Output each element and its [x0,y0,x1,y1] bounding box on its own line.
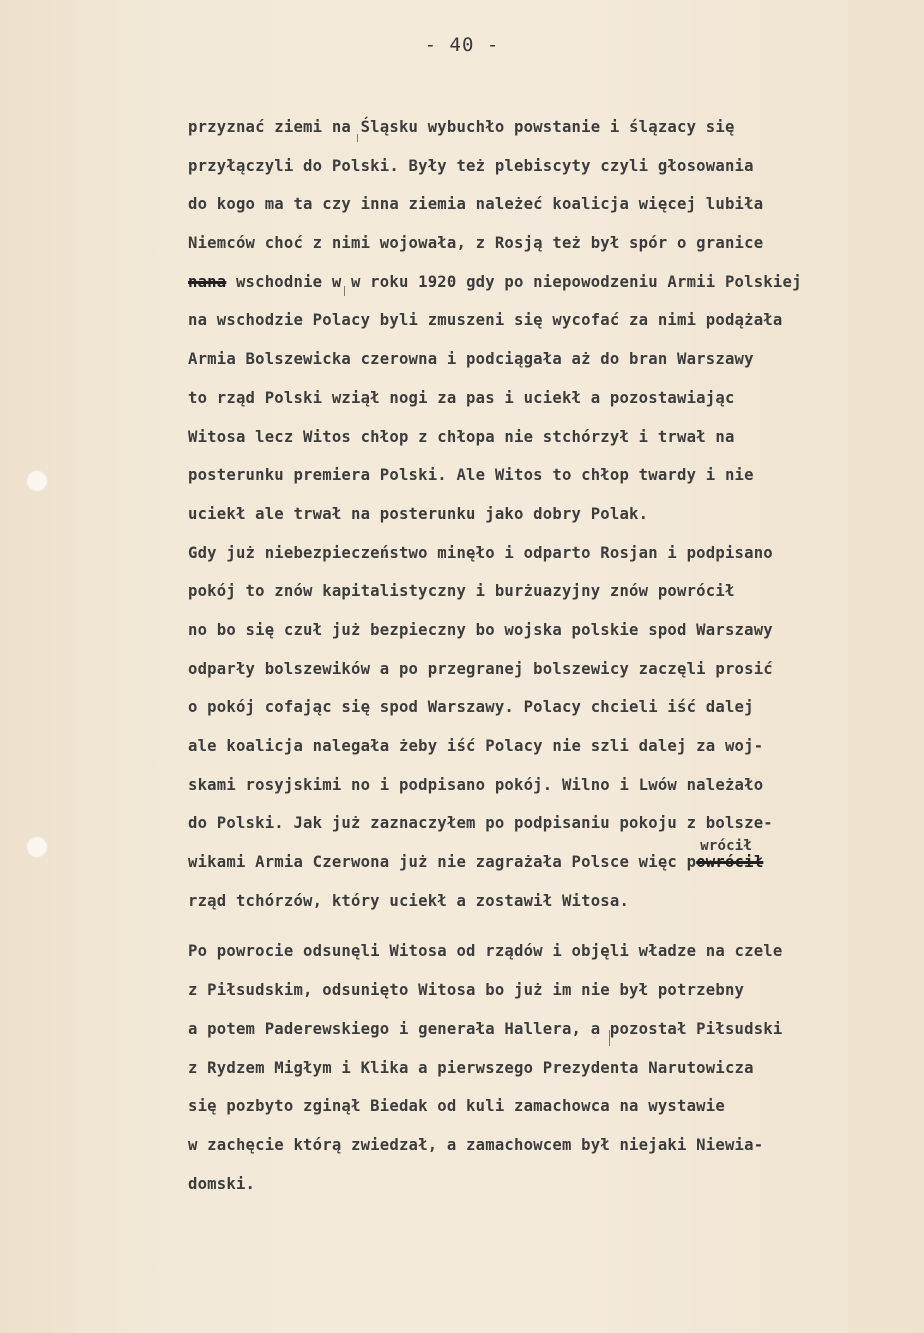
struck-word: owrócił [696,853,764,872]
text-line: do kogo ma ta czy inna ziemia należeć koalicja więcej lubiła [188,195,764,214]
text-line: Gdy już niebezpieczeństwo minęło i odparto Rosjan i podpisano [188,543,773,562]
text-line: Armia Bolszewicka czerowna i podciągała aż do bran Warszawy [188,350,754,369]
text-line: to rząd Polski wziął nogi za pas i uciekł a pozostawiając [188,388,735,407]
text-line: Po powrocie odsunęli Witosa od rządów i objęli władze na czele [188,942,783,961]
punch-hole [26,836,48,858]
text-line: przyznać ziemi na Śląsku wybuchło powstanie i ślązacy się [188,118,735,136]
text-line: no bo się czuł już bezpieczny bo wojska polskie spod Warszawy [188,620,773,639]
struck-word: nana [188,272,227,291]
text-line: do Polski. Jak już zaznaczyłem po podpisaniu pokoju z bolsze- [188,814,773,833]
text-line: rząd tchórzów, który uciekł a zostawił Witosa. [188,891,630,910]
text-line: się pozbyto zginął Biedak od kuli zamachowca na wystawie [188,1097,725,1116]
text-line: z Rydzem Migłym i Klika a pierwszego Prezydenta Narutowicza [188,1058,754,1077]
inserted-correction: wrócił [700,838,752,855]
page-number: - 40 - [424,34,500,56]
text-line: odparły bolszewików a po przegranej bolszewicy zaczęli prosić [188,659,773,678]
text-line [188,838,916,882]
text-line [188,263,916,302]
text-line: z Piłsudskim, odsunięto Witosa bo już im nie był potrzebny [188,981,745,1000]
text-line: w zachęcie którą zwiedzał, a zamachowcem był niejaki Niewia- [188,1135,764,1154]
text-line: przyłączyli do Polski. Były też plebiscyty czyli głosowania [188,156,754,175]
text-line: uciekł ale trwał na posterunku jako dobry Polak. [188,504,649,523]
text-line: posterunku premiera Polski. Ale Witos to chłop twardy i nie [188,466,754,485]
text-line: o pokój cofając się spod Warszawy. Polacy chcieli iść dalej [188,698,754,717]
text-line: na wschodzie Polacy byli zmuszeni się wycofać za nimi podążała [188,311,783,330]
text-line: a potem Paderewskiego i generała Hallera, a pozostał Piłsudski [188,1019,783,1038]
body-text [188,108,916,1203]
line-text: wschodnie w w roku 1920 gdy po niepowodzeniu Armii Polskiej [226,272,802,291]
text-line: Niemców choć z nimi wojowała, z Rosją też był spór o granice [188,234,764,253]
text-line: skami rosyjskimi no i podpisano pokój. Wilno i Lwów należało [188,775,764,794]
text-line: ale koalicja nalegała żeby iść Polacy nie szli dalej za woj- [188,737,764,755]
text-line: domski. [188,1174,256,1193]
punch-hole [26,470,48,492]
text-line: Witosa lecz Witos chłop z chłopa nie stchórzył i trwał na [188,427,735,446]
text-line: pokój to znów kapitalistyczny i burżuazyjny znów powrócił [188,582,735,601]
line-text: wikami Armia Czerwona już nie zagrażała Polsce więc p [188,853,697,872]
